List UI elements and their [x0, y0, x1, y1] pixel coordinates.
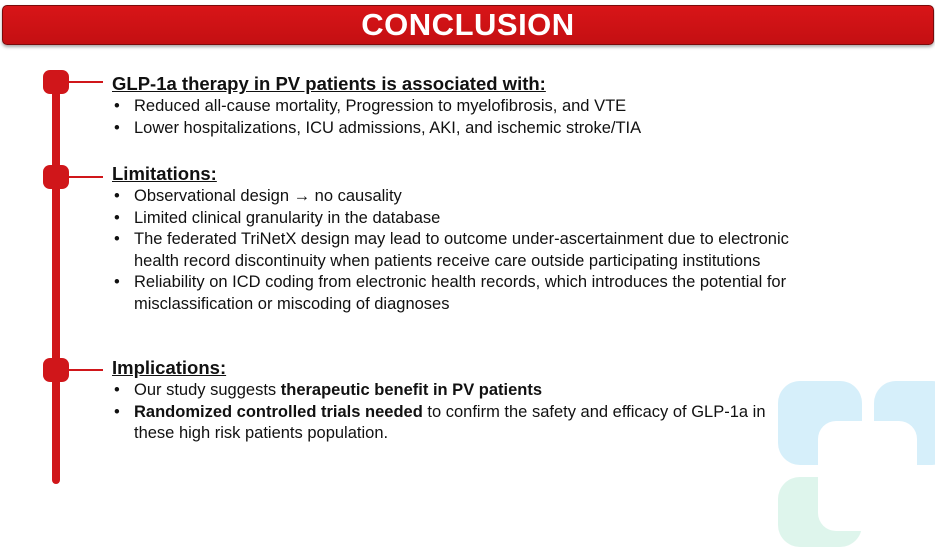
section-heading: GLP-1a therapy in PV patients is associated with:	[112, 73, 546, 94]
bullet-bold-text: therapeutic benefit in PV patients	[280, 381, 543, 399]
decor-square-white	[818, 421, 917, 531]
bullet-item	[112, 402, 794, 445]
section-limitations	[112, 163, 794, 315]
bullet-text: Our study suggests	[134, 381, 281, 399]
bullet-list	[112, 380, 794, 445]
title-bar	[2, 5, 934, 45]
bullet-item: • Lower hospitalizations, ICU admissions, AKI, and ischemic stroke/TIA	[112, 118, 794, 140]
bullet-item: • The federated TriNetX design may lead to outcome under-ascertainment due to electronic health record discontinuity when patients receive care outside participating institutions	[112, 229, 794, 272]
page-title: CONCLUSION	[361, 7, 575, 42]
bullet-list	[112, 186, 794, 315]
timeline-line	[52, 78, 60, 484]
bullet-list	[112, 96, 794, 139]
timeline-node-3	[43, 358, 69, 382]
timeline-node-2	[43, 165, 69, 189]
section-findings	[112, 73, 794, 139]
timeline-connector-3	[69, 369, 103, 371]
timeline-connector-2	[69, 176, 103, 178]
bullet-item: • Reliability on ICD coding from electronic health records, which introduces the potential for misclassification or miscoding of diagnoses	[112, 272, 794, 315]
bullet-item	[112, 380, 794, 402]
section-heading: Implications:	[112, 357, 227, 378]
section-heading: Limitations:	[112, 163, 217, 184]
bullet-item: • Limited clinical granularity in the database	[112, 208, 794, 230]
timeline-connector-1	[69, 81, 103, 83]
bullet-item: • Reduced all-cause mortality, Progression to myelofibrosis, and VTE	[112, 96, 794, 118]
bullet-item: • Observational design → no causality	[112, 186, 794, 208]
bullet-text: to confirm the safety and efficacy of GLP-1a in these high risk patients population.	[134, 402, 766, 442]
timeline-node-1	[43, 70, 69, 94]
section-implications	[112, 357, 794, 445]
bullet-bold-text: Randomized controlled trials needed	[134, 402, 423, 421]
